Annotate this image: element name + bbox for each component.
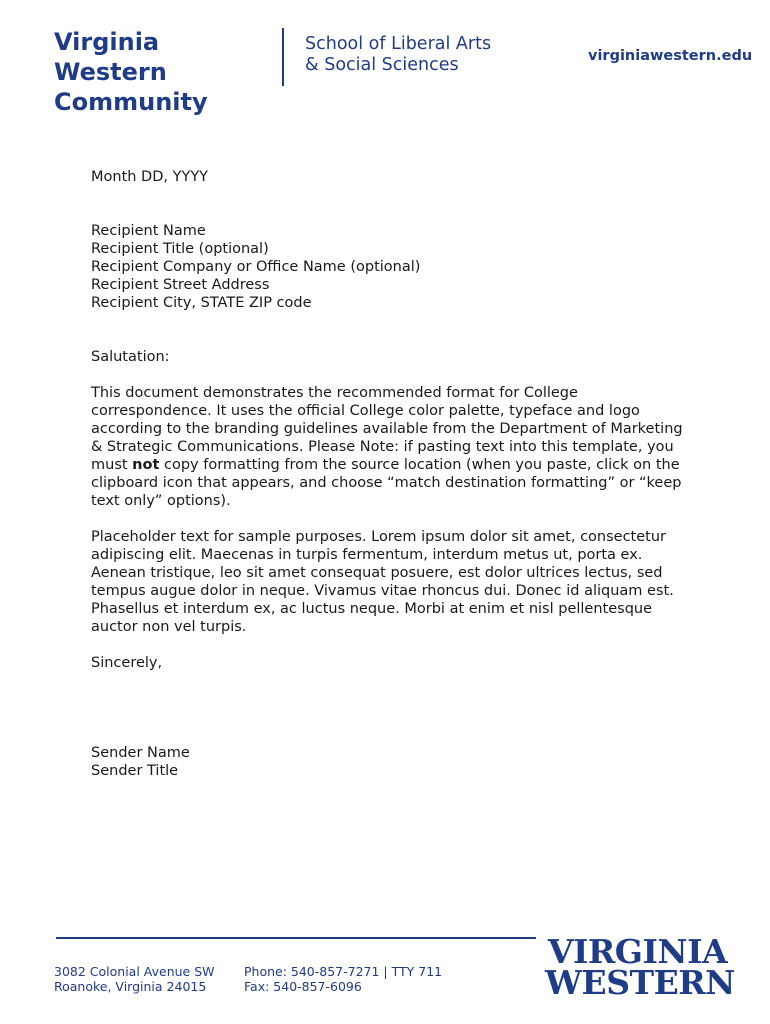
- school-name-line-1: School of Liberal Arts: [305, 34, 492, 54]
- footer-fax: Fax: 540-857-6096: [244, 979, 362, 994]
- header-divider: [282, 28, 284, 86]
- body-paragraph-1-start: This document demonstrates the recommended format for College correspondence. It uses the official College color palette, typeface and logo according to the branding guidelines available from the Department of Marketing & Strategic Communications. Please Note: if pasting text into this template, you must: [91, 385, 683, 473]
- salutation: Salutation:: [91, 349, 170, 365]
- body-paragraph-1-bold: not: [132, 457, 160, 473]
- footer-logo-line-1: VIRGINIA: [547, 932, 728, 971]
- body-paragraph-2: Placeholder text for sample purposes. Lorem ipsum dolor sit amet, consectetur adipiscing elit. Maecenas in turpis fermentum, interdum metus ut, porta ex. Aenean tristique, leo sit amet consequat posuere, est dolor ultrices lectus, sed tempus augue dolor in neque. Vivamus vitae rhoncus dui. Donec id aliquam est. Phasellus et interdum ex, ac luctus neque. Morbi at enim et nisl pellentesque auctor non vel turpis.: [91, 529, 674, 635]
- recipient-block: [91, 222, 691, 312]
- recipient-name: Recipient Name: [91, 223, 206, 239]
- sender-title: Sender Title: [91, 763, 179, 779]
- footer-address-line-2: Roanoke, Virginia 24015: [54, 979, 207, 994]
- school-name: [305, 34, 535, 76]
- footer-contact: [244, 964, 444, 994]
- letter-body: [91, 168, 691, 780]
- closing: Sincerely,: [91, 655, 163, 671]
- header-logo-line-3: Community: [54, 88, 208, 116]
- sender-name: Sender Name: [91, 745, 190, 761]
- footer-logo-line-2: WESTERN: [545, 963, 735, 1002]
- body-paragraph-1-end: copy formatting from the source location (when you paste, click on the clipboard icon that appears, and choose “match destination formatting” or “keep text only” options).: [91, 457, 682, 509]
- footer-phone: Phone: 540-857-7271 | TTY 711: [244, 964, 443, 979]
- website-link[interactable]: virginiawestern.edu: [588, 48, 753, 64]
- footer-divider: [56, 937, 536, 939]
- footer-address-line-1: 3082 Colonial Avenue SW: [54, 964, 215, 979]
- header-logo-line-1: Virginia: [54, 28, 160, 56]
- recipient-company: Recipient Company or Office Name (optional): [91, 259, 421, 275]
- letter-date: Month DD, YYYY: [91, 169, 209, 185]
- recipient-title: Recipient Title (optional): [91, 241, 269, 257]
- header-logo-line-2: Western: [54, 58, 167, 86]
- header-logo: [54, 27, 224, 116]
- footer-logo: [545, 932, 735, 1002]
- recipient-city: Recipient City, STATE ZIP code: [91, 295, 312, 311]
- body-paragraph-1: [91, 384, 691, 510]
- school-name-line-2: & Social Sciences: [305, 55, 459, 75]
- footer-address: [54, 964, 224, 994]
- recipient-street: Recipient Street Address: [91, 277, 270, 293]
